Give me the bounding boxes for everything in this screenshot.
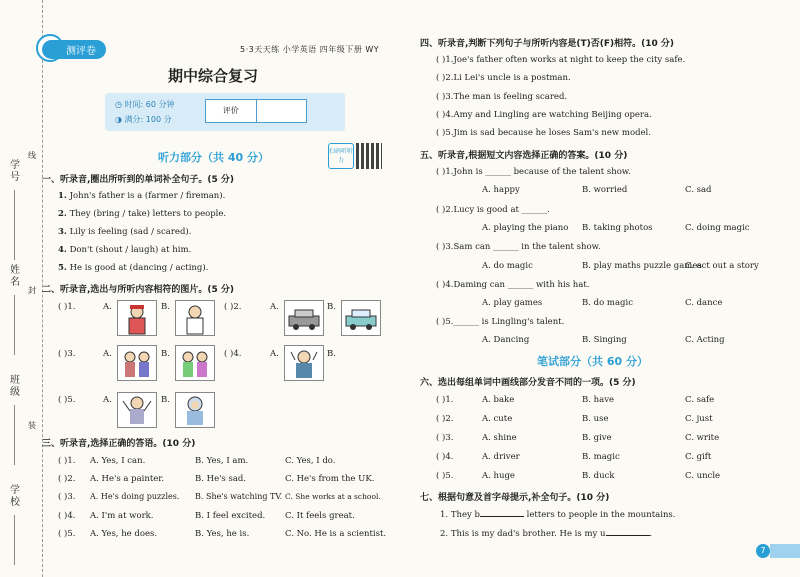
s6-4-c[interactable]: C. gift bbox=[685, 452, 712, 462]
section-7-title: 七、根据句意及首字母提示,补全句子。(10 分) bbox=[420, 493, 610, 503]
s6-item-3-num[interactable]: ( )3. bbox=[436, 433, 454, 443]
s3-4-b[interactable]: B. I feel excited. bbox=[195, 511, 266, 521]
s5-item-5-stem[interactable]: ( )5.______ is Lingling's talent. bbox=[436, 317, 565, 327]
section-6-title: 六、选出每组单词中画线部分发音不同的一项。(5 分) bbox=[420, 378, 636, 388]
section-5-title: 五、听录音,根据短文内容选择正确的答案。(10 分) bbox=[420, 151, 628, 161]
s5-2-a[interactable]: A. playing the piano bbox=[482, 223, 569, 233]
name-line bbox=[14, 295, 15, 355]
police-car-picture bbox=[341, 300, 381, 336]
s6-5-c[interactable]: C. uncle bbox=[685, 471, 721, 481]
fireman-picture bbox=[117, 300, 157, 336]
s3-5-b[interactable]: B. Yes, he is. bbox=[195, 529, 250, 539]
score-cell[interactable] bbox=[257, 100, 307, 122]
s5-4-c[interactable]: C. dance bbox=[685, 298, 723, 308]
qr-tag: 扫码听听力 bbox=[328, 143, 354, 169]
s2-4-b-label: B. bbox=[327, 349, 336, 359]
school-line bbox=[14, 515, 15, 565]
s3-5-a[interactable]: A. Yes, he does. bbox=[90, 529, 158, 539]
s1-item-2: 2. They (bring / take) letters to people. bbox=[58, 209, 227, 219]
class-line bbox=[14, 405, 15, 465]
section-3-title: 三、听录音,选择正确的答语。(10 分) bbox=[42, 439, 196, 449]
s1-item-3: 3. Lily is feeling (sad / scared). bbox=[58, 227, 192, 237]
s3-3-a[interactable]: A. He's doing puzzles. bbox=[90, 492, 180, 501]
s5-4-a[interactable]: A. play games bbox=[482, 298, 543, 308]
s5-5-c[interactable]: C. Acting bbox=[685, 335, 725, 345]
s5-1-a[interactable]: A. happy bbox=[482, 185, 520, 195]
s7-item-1[interactable]: 1. They b letters to people in the mountains. bbox=[440, 510, 676, 520]
full-score-text: 满分: 100 分 bbox=[124, 115, 172, 124]
class-label: 班级 bbox=[10, 375, 20, 398]
s4-item-1[interactable]: ( )1.Joe's father often works at night to keep the city safe. bbox=[436, 55, 686, 65]
s4-item-4[interactable]: ( )4.Amy and Lingling are watching Beijing opera. bbox=[436, 110, 652, 120]
car-picture bbox=[284, 300, 324, 336]
s6-1-a[interactable]: A. bake bbox=[482, 395, 515, 405]
section-4-title: 四、听录音,判断下列句子与所听内容是(T)否(F)相符。(10 分) bbox=[420, 39, 675, 49]
s1-item-5: 5. He is good at (dancing / acting). bbox=[58, 263, 209, 273]
s2-3-a-label: A. bbox=[103, 349, 112, 359]
s6-item-2-num[interactable]: ( )2. bbox=[436, 414, 454, 424]
s6-3-c[interactable]: C. write bbox=[685, 433, 720, 443]
s2-2-b-label: B. bbox=[327, 302, 336, 312]
listening-part-title: 听力部分（共 40 分） bbox=[158, 151, 269, 164]
s6-5-a[interactable]: A. huge bbox=[482, 471, 515, 481]
s3-item-4-num[interactable]: ( )4. bbox=[58, 511, 76, 521]
s5-1-c[interactable]: C. sad bbox=[685, 185, 712, 195]
section-1-title: 一、听录音,圈出所听到的单词补全句子。(5 分) bbox=[42, 175, 235, 185]
s3-5-c[interactable]: C. No. He is a scientist. bbox=[285, 529, 387, 539]
test-badge: 测评卷 bbox=[42, 40, 106, 59]
s5-3-c[interactable]: C. act out a story bbox=[685, 261, 759, 271]
s5-1-b[interactable]: B. worried bbox=[582, 185, 628, 195]
empty-picture bbox=[341, 345, 379, 379]
s2-1-b-label: B. bbox=[161, 302, 170, 312]
s6-2-b[interactable]: B. use bbox=[582, 414, 609, 424]
score-info: ◑ 满分: 100 分 bbox=[115, 115, 172, 124]
s6-item-1-num[interactable]: ( )1. bbox=[436, 395, 454, 405]
s2-5-a-label: A. bbox=[103, 395, 112, 405]
kid-waving-picture bbox=[117, 392, 157, 428]
s5-item-1-stem[interactable]: ( )1.John is ______ because of the talent show. bbox=[436, 167, 631, 177]
corner-decoration bbox=[770, 544, 800, 558]
s2-item-1-num[interactable]: ( )1. bbox=[58, 302, 76, 312]
s6-4-b[interactable]: B. magic bbox=[582, 452, 620, 462]
s2-5-b-label: B. bbox=[161, 395, 170, 405]
s2-1-a-label: A. bbox=[103, 302, 112, 312]
s4-item-2[interactable]: ( )2.Li Lei's uncle is a postman. bbox=[436, 73, 571, 83]
book-meta: 5·3天天练 小学英语 四年级下册 WY bbox=[240, 45, 380, 54]
s1-item-4: 4. Don't (shout / laugh) at him. bbox=[58, 245, 192, 255]
s4-item-3[interactable]: ( )3.The man is feeling scared. bbox=[436, 92, 568, 102]
doctor-picture bbox=[175, 300, 215, 336]
s3-item-2-num[interactable]: ( )2. bbox=[58, 474, 76, 484]
s5-item-2-stem[interactable]: ( )2.Lucy is good at ______. bbox=[436, 205, 550, 215]
binding-strip bbox=[0, 0, 43, 577]
s2-item-2-num[interactable]: ( )2. bbox=[224, 302, 242, 312]
s6-3-a[interactable]: A. shine bbox=[482, 433, 517, 443]
s6-4-a[interactable]: A. driver bbox=[482, 452, 520, 462]
name-label: 姓名 bbox=[10, 265, 20, 288]
s3-1-c[interactable]: C. Yes, I do. bbox=[285, 456, 336, 466]
s7-1-blank[interactable] bbox=[480, 516, 524, 517]
two-kids-picture-b bbox=[175, 345, 215, 381]
s6-2-a[interactable]: A. cute bbox=[482, 414, 513, 424]
s6-1-b[interactable]: B. have bbox=[582, 395, 615, 405]
s3-2-b[interactable]: B. He's sad. bbox=[195, 474, 247, 484]
exam-info-box bbox=[105, 93, 345, 131]
binding-char-xian: 线 bbox=[28, 151, 36, 160]
student-id-line bbox=[14, 190, 15, 260]
s6-1-c[interactable]: C. safe bbox=[685, 395, 715, 405]
s3-4-a[interactable]: A. I'm at work. bbox=[90, 511, 154, 521]
s3-3-b[interactable]: B. She's watching TV. bbox=[195, 492, 283, 501]
s7-2-blank[interactable] bbox=[606, 535, 650, 536]
s3-1-b[interactable]: B. Yes, I am. bbox=[195, 456, 249, 466]
s3-item-5-num[interactable]: ( )5. bbox=[58, 529, 76, 539]
s2-2-a-label: A. bbox=[270, 302, 279, 312]
time-text: 时间: 60 分钟 bbox=[124, 100, 175, 109]
s6-item-4-num[interactable]: ( )4. bbox=[436, 452, 454, 462]
binding-char-zhuang: 装 bbox=[28, 421, 36, 430]
s6-3-b[interactable]: B. give bbox=[582, 433, 612, 443]
school-label: 学校 bbox=[10, 485, 20, 508]
score-label: 评价 bbox=[206, 100, 257, 122]
s5-5-a[interactable]: A. Dancing bbox=[482, 335, 530, 345]
s3-2-a[interactable]: A. He's a painter. bbox=[90, 474, 165, 484]
s5-item-3-stem[interactable]: ( )3.Sam can ______ in the talent show. bbox=[436, 242, 601, 252]
s3-item-1-num[interactable]: ( )1. bbox=[58, 456, 76, 466]
binding-char-feng: 封 bbox=[28, 286, 36, 295]
s3-3-c[interactable]: C. She works at a school. bbox=[285, 492, 381, 501]
s5-2-c[interactable]: C. doing magic bbox=[685, 223, 750, 233]
s6-item-5-num[interactable]: ( )5. bbox=[436, 471, 454, 481]
s5-5-b[interactable]: B. Singing bbox=[582, 335, 627, 345]
page-number: 7 bbox=[756, 544, 770, 558]
section-2-title: 二、听录音,选出与所听内容相符的图片。(5 分) bbox=[42, 285, 235, 295]
s3-2-c[interactable]: C. He's from the UK. bbox=[285, 474, 375, 484]
s5-2-b[interactable]: B. taking photos bbox=[582, 223, 653, 233]
scared-man-picture bbox=[284, 345, 324, 381]
two-kids-picture-a bbox=[117, 345, 157, 381]
s2-3-b-label: B. bbox=[161, 349, 170, 359]
s1-item-1: 1. John's father is a (farmer / fireman). bbox=[58, 191, 226, 201]
score-table bbox=[205, 99, 307, 123]
s3-1-a[interactable]: A. Yes, I can. bbox=[90, 456, 146, 466]
s7-item-2[interactable]: 2. This is my dad's brother. He is my u . bbox=[440, 529, 653, 539]
s6-5-b[interactable]: B. duck bbox=[582, 471, 615, 481]
s4-item-5[interactable]: ( )5.Jim is sad because he loses Sam's new model. bbox=[436, 128, 651, 138]
s5-4-b[interactable]: B. do magic bbox=[582, 298, 633, 308]
writing-part-title: 笔试部分（共 60 分） bbox=[537, 355, 648, 368]
s2-item-4-num[interactable]: ( )4. bbox=[224, 349, 242, 359]
s3-item-3-num[interactable]: ( )3. bbox=[58, 492, 76, 502]
s5-3-b[interactable]: B. play maths puzzle games bbox=[582, 261, 702, 271]
s2-4-a-label: A. bbox=[270, 349, 279, 359]
student-id-label: 学号 bbox=[10, 160, 20, 183]
page-title: 期中综合复习 bbox=[168, 67, 259, 85]
kid-hooded-picture bbox=[175, 392, 215, 428]
s5-item-4-stem[interactable]: ( )4.Daming can ______ with his hat. bbox=[436, 280, 590, 290]
s2-item-3-num[interactable]: ( )3. bbox=[58, 349, 76, 359]
time-info: ◷ 时间: 60 分钟 bbox=[115, 100, 175, 109]
s2-item-5-num[interactable]: ( )5. bbox=[58, 395, 76, 405]
s3-4-c[interactable]: C. It feels great. bbox=[285, 511, 355, 521]
s6-2-c[interactable]: C. just bbox=[685, 414, 713, 424]
qr-code-icon[interactable] bbox=[356, 143, 382, 169]
s5-3-a[interactable]: A. do magic bbox=[482, 261, 533, 271]
